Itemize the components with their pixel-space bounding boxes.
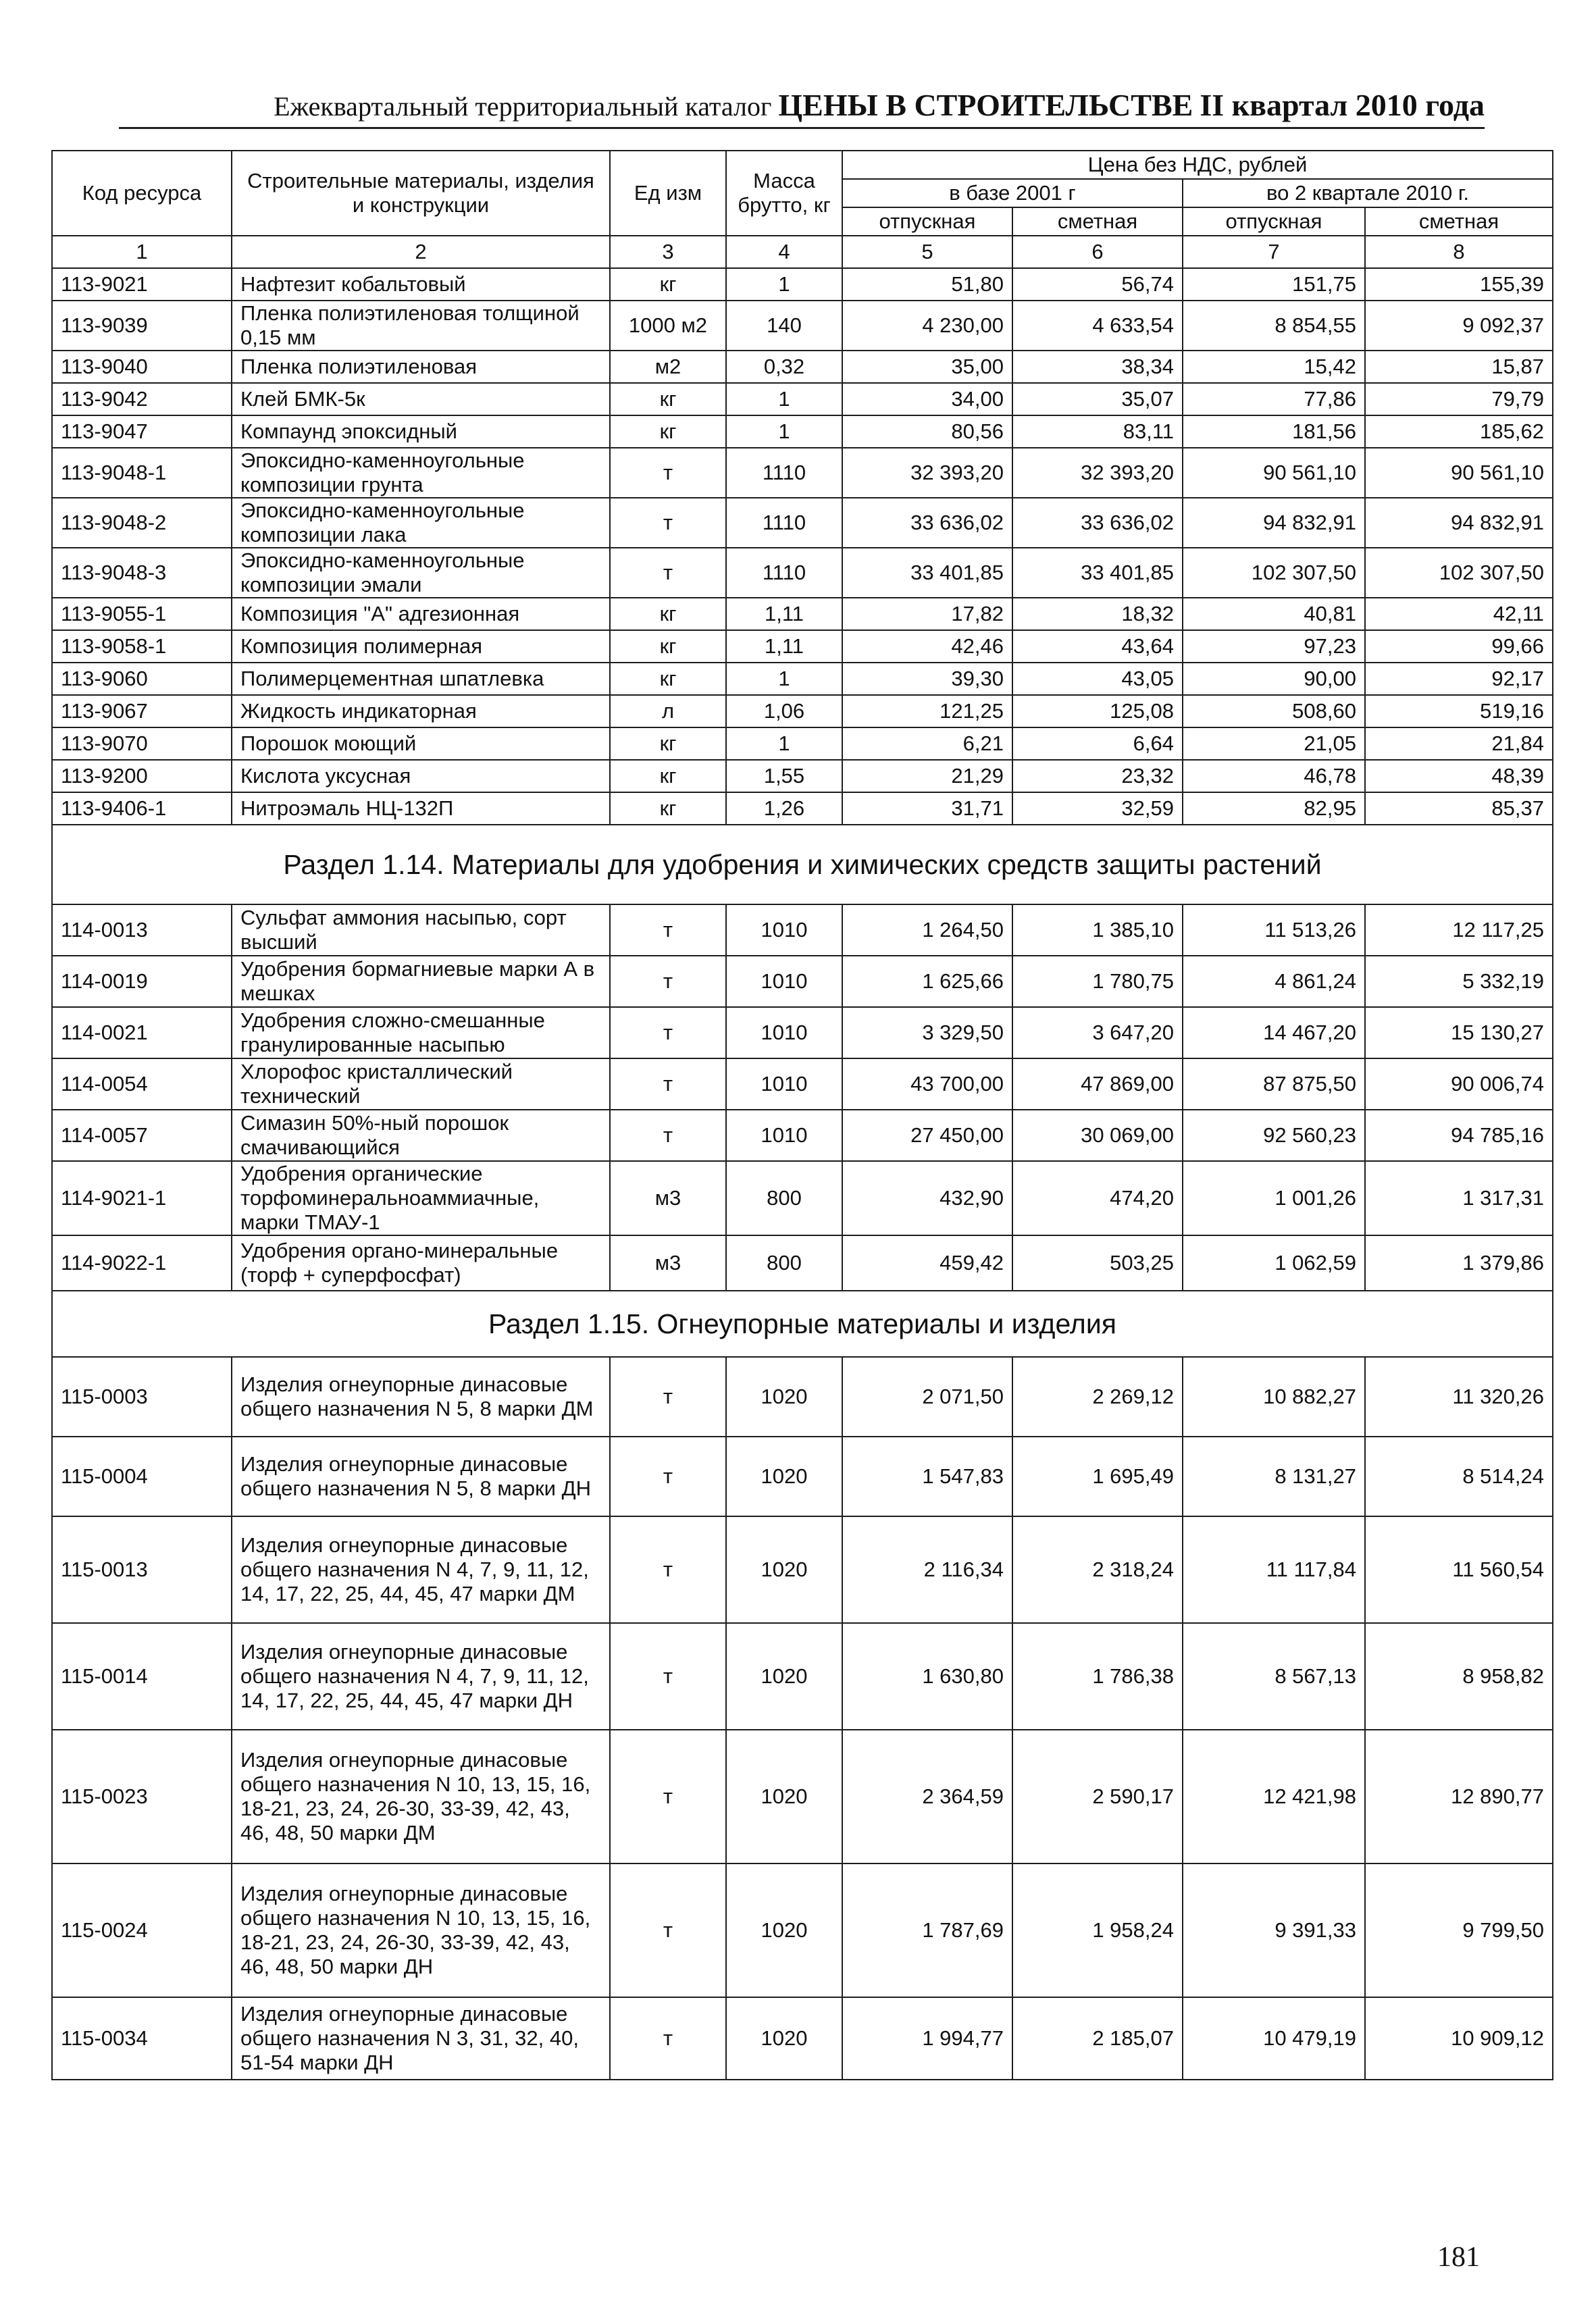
- price-wholesale-2001: 42,46: [842, 630, 1012, 663]
- price-wholesale-2010: 10 479,19: [1183, 1997, 1365, 2080]
- price-estimate-2001: 38,34: [1012, 351, 1183, 383]
- mass: 1010: [726, 956, 842, 1007]
- col-header-materials: Строительные материалы, изделия и конструкции: [232, 151, 610, 236]
- price-estimate-2001: 56,74: [1012, 268, 1183, 301]
- table-row: [52, 695, 1553, 727]
- material-name: Удобрения органические торфоминеральноаммиачные, марки ТМАУ-1: [232, 1161, 610, 1235]
- mass: 0,32: [726, 351, 842, 383]
- price-estimate-2010: 15 130,27: [1365, 1007, 1553, 1058]
- resource-code: 113-9058-1: [52, 630, 232, 663]
- table-row: [52, 268, 1553, 301]
- price-estimate-2001: 1 385,10: [1012, 904, 1183, 956]
- price-wholesale-2010: 92 560,23: [1183, 1110, 1365, 1161]
- table-row: [52, 1235, 1553, 1291]
- table-row: [52, 1007, 1553, 1058]
- col-header-estimate-2001: сметная: [1012, 207, 1183, 236]
- price-estimate-2010: 15,87: [1365, 351, 1553, 383]
- material-name: Сульфат аммония насыпью, сорт высший: [232, 904, 610, 956]
- mass: 1,55: [726, 760, 842, 792]
- col-number: 2: [232, 236, 610, 268]
- table-row: [52, 1058, 1553, 1110]
- unit: т: [610, 498, 726, 548]
- price-estimate-2001: 4 633,54: [1012, 301, 1183, 351]
- unit: т: [610, 904, 726, 956]
- price-estimate-2010: 48,39: [1365, 760, 1553, 792]
- col-header-base2001: в базе 2001 г: [842, 179, 1183, 207]
- material-name: Эпоксидно-каменноугольные композиции лака: [232, 498, 610, 548]
- price-estimate-2001: 125,08: [1012, 695, 1183, 727]
- mass: 1: [726, 415, 842, 448]
- price-estimate-2010: 11 560,54: [1365, 1516, 1553, 1623]
- material-name: Жидкость индикаторная: [232, 695, 610, 727]
- price-estimate-2001: 47 869,00: [1012, 1058, 1183, 1110]
- resource-code: 113-9060: [52, 663, 232, 695]
- price-estimate-2010: 8 958,82: [1365, 1623, 1553, 1730]
- resource-code: 114-0054: [52, 1058, 232, 1110]
- material-name: Удобрения бормагниевые марки А в мешках: [232, 956, 610, 1007]
- unit: т: [610, 1437, 726, 1516]
- header-row-1: [52, 151, 1553, 179]
- price-wholesale-2010: 181,56: [1183, 415, 1365, 448]
- mass: 1020: [726, 1437, 842, 1516]
- resource-code: 114-0021: [52, 1007, 232, 1058]
- col-header-code: Код ресурса: [52, 151, 232, 236]
- mass: 1110: [726, 498, 842, 548]
- resource-code: 113-9406-1: [52, 792, 232, 825]
- material-name: Изделия огнеупорные динасовые общего назначения N 5, 8 марки ДН: [232, 1437, 610, 1516]
- unit: т: [610, 1730, 726, 1863]
- resource-code: 113-9200: [52, 760, 232, 792]
- price-wholesale-2001: 1 625,66: [842, 956, 1012, 1007]
- price-wholesale-2010: 46,78: [1183, 760, 1365, 792]
- resource-code: 113-9021: [52, 268, 232, 301]
- col-header-q2-2010: во 2 квартале 2010 г.: [1183, 179, 1553, 207]
- price-estimate-2010: 92,17: [1365, 663, 1553, 695]
- material-name: Полимерцементная шпатлевка: [232, 663, 610, 695]
- resource-code: 114-0019: [52, 956, 232, 1007]
- col-header-unit: Ед изм: [610, 151, 726, 236]
- price-estimate-2010: 99,66: [1365, 630, 1553, 663]
- col-header-estimate-2010: сметная: [1365, 207, 1553, 236]
- unit: т: [610, 1007, 726, 1058]
- unit: т: [610, 1357, 726, 1437]
- material-name: Клей БМК-5к: [232, 383, 610, 415]
- resource-code: 114-0013: [52, 904, 232, 956]
- price-wholesale-2010: 151,75: [1183, 268, 1365, 301]
- price-estimate-2001: 43,64: [1012, 630, 1183, 663]
- price-wholesale-2001: 432,90: [842, 1161, 1012, 1235]
- material-name: Нафтезит кобальтовый: [232, 268, 610, 301]
- table-row: [52, 904, 1553, 956]
- price-estimate-2010: 1 317,31: [1365, 1161, 1553, 1235]
- unit: кг: [610, 383, 726, 415]
- mass: 1,26: [726, 792, 842, 825]
- table-row: [52, 448, 1553, 498]
- price-estimate-2001: 35,07: [1012, 383, 1183, 415]
- price-wholesale-2001: 80,56: [842, 415, 1012, 448]
- price-wholesale-2010: 9 391,33: [1183, 1863, 1365, 1997]
- resource-code: 113-9039: [52, 301, 232, 351]
- resource-code: 115-0014: [52, 1623, 232, 1730]
- unit: кг: [610, 727, 726, 760]
- material-name: Симазин 50%-ный порошок смачивающийся: [232, 1110, 610, 1161]
- table-row: [52, 792, 1553, 825]
- price-estimate-2010: 79,79: [1365, 383, 1553, 415]
- material-name: Изделия огнеупорные динасовые общего назначения N 10, 13, 15, 16, 18-21, 23, 24, 26-30, 33-39, 42, 43, 46, 48, 50 марки ДМ: [232, 1730, 610, 1863]
- price-wholesale-2010: 77,86: [1183, 383, 1365, 415]
- mass: 1020: [726, 1623, 842, 1730]
- unit: кг: [610, 663, 726, 695]
- price-wholesale-2010: 11 513,26: [1183, 904, 1365, 956]
- resource-code: 113-9070: [52, 727, 232, 760]
- mass: 1110: [726, 548, 842, 598]
- col-header-wholesale-2010: отпускная: [1183, 207, 1365, 236]
- price-wholesale-2010: 102 307,50: [1183, 548, 1365, 598]
- unit: т: [610, 1516, 726, 1623]
- table-row: [52, 598, 1553, 630]
- mass: 1020: [726, 1516, 842, 1623]
- unit: 1000 м2: [610, 301, 726, 351]
- table-row: [52, 1997, 1553, 2080]
- resource-code: 115-0023: [52, 1730, 232, 1863]
- mass: 1010: [726, 1110, 842, 1161]
- price-estimate-2010: 9 799,50: [1365, 1863, 1553, 1997]
- resource-code: 113-9048-1: [52, 448, 232, 498]
- price-estimate-2001: 83,11: [1012, 415, 1183, 448]
- col-header-mass: Масса брутто, кг: [726, 151, 842, 236]
- unit: кг: [610, 792, 726, 825]
- resource-code: 115-0034: [52, 1997, 232, 2080]
- price-wholesale-2001: 17,82: [842, 598, 1012, 630]
- page-number: 181: [1437, 2242, 1480, 2273]
- col-number: 5: [842, 236, 1012, 268]
- price-wholesale-2001: 33 636,02: [842, 498, 1012, 548]
- price-wholesale-2010: 15,42: [1183, 351, 1365, 383]
- price-wholesale-2010: 97,23: [1183, 630, 1365, 663]
- price-wholesale-2010: 8 131,27: [1183, 1437, 1365, 1516]
- price-wholesale-2001: 1 994,77: [842, 1997, 1012, 2080]
- price-estimate-2010: 21,84: [1365, 727, 1553, 760]
- price-wholesale-2001: 32 393,20: [842, 448, 1012, 498]
- price-estimate-2001: 474,20: [1012, 1161, 1183, 1235]
- section-heading: Раздел 1.15. Огнеупорные материалы и изделия: [52, 1291, 1553, 1357]
- table-row: [52, 1110, 1553, 1161]
- price-estimate-2010: 1 379,86: [1365, 1235, 1553, 1291]
- mass: 1: [726, 727, 842, 760]
- col-number: 4: [726, 236, 842, 268]
- col-number: 8: [1365, 236, 1553, 268]
- mass: 1010: [726, 904, 842, 956]
- price-wholesale-2010: 14 467,20: [1183, 1007, 1365, 1058]
- unit: кг: [610, 415, 726, 448]
- price-table: [51, 150, 1553, 2080]
- material-name: Пленка полиэтиленовая: [232, 351, 610, 383]
- table-row: [52, 548, 1553, 598]
- col-number: 7: [1183, 236, 1365, 268]
- price-wholesale-2001: 2 364,59: [842, 1730, 1012, 1863]
- price-estimate-2001: 23,32: [1012, 760, 1183, 792]
- table-row: [52, 956, 1553, 1007]
- material-name: Эпоксидно-каменноугольные композиции грунта: [232, 448, 610, 498]
- price-estimate-2010: 90 006,74: [1365, 1058, 1553, 1110]
- price-estimate-2001: 3 647,20: [1012, 1007, 1183, 1058]
- mass: 140: [726, 301, 842, 351]
- price-wholesale-2001: 2 116,34: [842, 1516, 1012, 1623]
- unit: м3: [610, 1235, 726, 1291]
- price-wholesale-2010: 21,05: [1183, 727, 1365, 760]
- price-wholesale-2010: 4 861,24: [1183, 956, 1365, 1007]
- price-wholesale-2001: 4 230,00: [842, 301, 1012, 351]
- mass: 1020: [726, 1357, 842, 1437]
- price-wholesale-2010: 40,81: [1183, 598, 1365, 630]
- mass: 1020: [726, 1730, 842, 1863]
- table-row: [52, 1730, 1553, 1863]
- column-number-row: [52, 236, 1553, 268]
- price-estimate-2010: 12 890,77: [1365, 1730, 1553, 1863]
- unit: т: [610, 1623, 726, 1730]
- resource-code: 113-9042: [52, 383, 232, 415]
- table-row: [52, 351, 1553, 383]
- price-estimate-2001: 1 786,38: [1012, 1623, 1183, 1730]
- price-wholesale-2001: 3 329,50: [842, 1007, 1012, 1058]
- price-wholesale-2001: 6,21: [842, 727, 1012, 760]
- table-row: [52, 1161, 1553, 1235]
- price-estimate-2010: 5 332,19: [1365, 956, 1553, 1007]
- price-wholesale-2001: 1 264,50: [842, 904, 1012, 956]
- price-estimate-2001: 33 636,02: [1012, 498, 1183, 548]
- unit: т: [610, 1997, 726, 2080]
- mass: 1: [726, 383, 842, 415]
- price-wholesale-2010: 8 854,55: [1183, 301, 1365, 351]
- price-wholesale-2001: 459,42: [842, 1235, 1012, 1291]
- material-name: Хлорофос кристаллический технический: [232, 1058, 610, 1110]
- price-wholesale-2001: 43 700,00: [842, 1058, 1012, 1110]
- unit: кг: [610, 630, 726, 663]
- price-estimate-2001: 1 695,49: [1012, 1437, 1183, 1516]
- table-row: [52, 1357, 1553, 1437]
- price-estimate-2001: 1 780,75: [1012, 956, 1183, 1007]
- unit: л: [610, 695, 726, 727]
- price-estimate-2010: 8 514,24: [1365, 1437, 1553, 1516]
- resource-code: 115-0024: [52, 1863, 232, 1997]
- price-wholesale-2001: 2 071,50: [842, 1357, 1012, 1437]
- resource-code: 115-0004: [52, 1437, 232, 1516]
- table-row: [52, 727, 1553, 760]
- header-prefix: Ежеквартальный территориальный каталог: [274, 91, 772, 122]
- price-estimate-2001: 1 958,24: [1012, 1863, 1183, 1997]
- mass: 1,06: [726, 695, 842, 727]
- price-wholesale-2010: 11 117,84: [1183, 1516, 1365, 1623]
- price-wholesale-2001: 39,30: [842, 663, 1012, 695]
- mass: 1010: [726, 1007, 842, 1058]
- price-estimate-2001: 32 393,20: [1012, 448, 1183, 498]
- resource-code: 114-9021-1: [52, 1161, 232, 1235]
- unit: м3: [610, 1161, 726, 1235]
- col-number: 1: [52, 236, 232, 268]
- unit: кг: [610, 598, 726, 630]
- price-estimate-2001: 32,59: [1012, 792, 1183, 825]
- price-wholesale-2010: 10 882,27: [1183, 1357, 1365, 1437]
- table-row: [52, 630, 1553, 663]
- price-estimate-2001: 43,05: [1012, 663, 1183, 695]
- price-wholesale-2001: 1 787,69: [842, 1863, 1012, 1997]
- material-name: Пленка полиэтиленовая толщиной 0,15 мм: [232, 301, 610, 351]
- header-title: ЦЕНЫ В СТРОИТЕЛЬСТВЕ: [778, 88, 1193, 122]
- material-name: Изделия огнеупорные динасовые общего назначения N 4, 7, 9, 11, 12, 14, 17, 22, 25, 44, 45, 47 марки ДН: [232, 1623, 610, 1730]
- table-row: [52, 1863, 1553, 1997]
- material-name: Композиция "А" адгезионная: [232, 598, 610, 630]
- page-header: [119, 86, 1485, 129]
- price-wholesale-2010: 508,60: [1183, 695, 1365, 727]
- price-wholesale-2010: 1 062,59: [1183, 1235, 1365, 1291]
- material-name: Порошок моющий: [232, 727, 610, 760]
- price-wholesale-2001: 1 630,80: [842, 1623, 1012, 1730]
- price-estimate-2010: 102 307,50: [1365, 548, 1553, 598]
- table-row: [52, 383, 1553, 415]
- price-estimate-2001: 30 069,00: [1012, 1110, 1183, 1161]
- price-estimate-2010: 9 092,37: [1365, 301, 1553, 351]
- material-name: Компаунд эпоксидный: [232, 415, 610, 448]
- mass: 800: [726, 1161, 842, 1235]
- material-name: Удобрения сложно-смешанные гранулированные насыпью: [232, 1007, 610, 1058]
- price-wholesale-2001: 35,00: [842, 351, 1012, 383]
- price-estimate-2010: 11 320,26: [1365, 1357, 1553, 1437]
- price-estimate-2010: 94 832,91: [1365, 498, 1553, 548]
- unit: т: [610, 1058, 726, 1110]
- price-estimate-2001: 503,25: [1012, 1235, 1183, 1291]
- mass: 1,11: [726, 630, 842, 663]
- price-estimate-2010: 185,62: [1365, 415, 1553, 448]
- section-heading-row: [52, 1291, 1553, 1357]
- resource-code: 113-9055-1: [52, 598, 232, 630]
- price-wholesale-2010: 94 832,91: [1183, 498, 1365, 548]
- price-wholesale-2010: 90,00: [1183, 663, 1365, 695]
- price-wholesale-2001: 27 450,00: [842, 1110, 1012, 1161]
- price-estimate-2010: 12 117,25: [1365, 904, 1553, 956]
- price-estimate-2010: 90 561,10: [1365, 448, 1553, 498]
- col-number: 3: [610, 236, 726, 268]
- header-period: II квартал 2010 года: [1200, 88, 1485, 122]
- material-name: Нитроэмаль НЦ-132П: [232, 792, 610, 825]
- price-wholesale-2001: 34,00: [842, 383, 1012, 415]
- material-name: Изделия огнеупорные динасовые общего назначения N 4, 7, 9, 11, 12, 14, 17, 22, 25, 44, 45, 47 марки ДМ: [232, 1516, 610, 1623]
- section-heading-row: [52, 825, 1553, 904]
- price-wholesale-2001: 51,80: [842, 268, 1012, 301]
- unit: т: [610, 448, 726, 498]
- section-heading: Раздел 1.14. Материалы для удобрения и химических средств защиты растений: [52, 825, 1553, 904]
- price-estimate-2010: 155,39: [1365, 268, 1553, 301]
- material-name: Эпоксидно-каменноугольные композиции эмали: [232, 548, 610, 598]
- col-number: 6: [1012, 236, 1183, 268]
- price-estimate-2001: 18,32: [1012, 598, 1183, 630]
- table-row: [52, 663, 1553, 695]
- resource-code: 115-0003: [52, 1357, 232, 1437]
- table-row: [52, 498, 1553, 548]
- resource-code: 114-0057: [52, 1110, 232, 1161]
- price-estimate-2010: 10 909,12: [1365, 1997, 1553, 2080]
- mass: 1,11: [726, 598, 842, 630]
- price-estimate-2001: 2 269,12: [1012, 1357, 1183, 1437]
- material-name: Изделия огнеупорные динасовые общего назначения N 10, 13, 15, 16, 18-21, 23, 24, 26-30, 33-39, 42, 43, 46, 48, 50 марки ДН: [232, 1863, 610, 1997]
- table-row: [52, 760, 1553, 792]
- mass: 1: [726, 663, 842, 695]
- price-wholesale-2001: 21,29: [842, 760, 1012, 792]
- price-wholesale-2010: 87 875,50: [1183, 1058, 1365, 1110]
- price-wholesale-2010: 1 001,26: [1183, 1161, 1365, 1235]
- material-name: Изделия огнеупорные динасовые общего назначения N 5, 8 марки ДМ: [232, 1357, 610, 1437]
- price-estimate-2010: 519,16: [1365, 695, 1553, 727]
- resource-code: 113-9047: [52, 415, 232, 448]
- unit: т: [610, 1110, 726, 1161]
- table-row: [52, 301, 1553, 351]
- price-estimate-2001: 2 318,24: [1012, 1516, 1183, 1623]
- col-header-wholesale-2001: отпускная: [842, 207, 1012, 236]
- price-wholesale-2010: 90 561,10: [1183, 448, 1365, 498]
- price-wholesale-2001: 33 401,85: [842, 548, 1012, 598]
- price-estimate-2001: 6,64: [1012, 727, 1183, 760]
- resource-code: 113-9048-2: [52, 498, 232, 548]
- resource-code: 113-9067: [52, 695, 232, 727]
- resource-code: 114-9022-1: [52, 1235, 232, 1291]
- table-row: [52, 1437, 1553, 1516]
- mass: 800: [726, 1235, 842, 1291]
- mass: 1010: [726, 1058, 842, 1110]
- resource-code: 113-9048-3: [52, 548, 232, 598]
- price-wholesale-2010: 8 567,13: [1183, 1623, 1365, 1730]
- price-estimate-2010: 85,37: [1365, 792, 1553, 825]
- mass: 1020: [726, 1997, 842, 2080]
- price-estimate-2010: 94 785,16: [1365, 1110, 1553, 1161]
- col-header-price: Цена без НДС, рублей: [842, 151, 1553, 179]
- unit: м2: [610, 351, 726, 383]
- unit: кг: [610, 760, 726, 792]
- material-name: Композиция полимерная: [232, 630, 610, 663]
- material-name: Изделия огнеупорные динасовые общего назначения N 3, 31, 32, 40, 51-54 марки ДН: [232, 1997, 610, 2080]
- resource-code: 115-0013: [52, 1516, 232, 1623]
- unit: т: [610, 548, 726, 598]
- unit: т: [610, 1863, 726, 1997]
- price-wholesale-2010: 82,95: [1183, 792, 1365, 825]
- price-estimate-2001: 33 401,85: [1012, 548, 1183, 598]
- mass: 1020: [726, 1863, 842, 1997]
- price-estimate-2001: 2 590,17: [1012, 1730, 1183, 1863]
- material-name: Удобрения органо-минеральные (торф + суперфосфат): [232, 1235, 610, 1291]
- price-wholesale-2001: 1 547,83: [842, 1437, 1012, 1516]
- table-row: [52, 415, 1553, 448]
- mass: 1110: [726, 448, 842, 498]
- resource-code: 113-9040: [52, 351, 232, 383]
- price-wholesale-2001: 31,71: [842, 792, 1012, 825]
- material-name: Кислота уксусная: [232, 760, 610, 792]
- table-row: [52, 1623, 1553, 1730]
- unit: т: [610, 956, 726, 1007]
- price-estimate-2001: 2 185,07: [1012, 1997, 1183, 2080]
- mass: 1: [726, 268, 842, 301]
- unit: кг: [610, 268, 726, 301]
- table-row: [52, 1516, 1553, 1623]
- price-wholesale-2001: 121,25: [842, 695, 1012, 727]
- price-estimate-2010: 42,11: [1365, 598, 1553, 630]
- price-wholesale-2010: 12 421,98: [1183, 1730, 1365, 1863]
